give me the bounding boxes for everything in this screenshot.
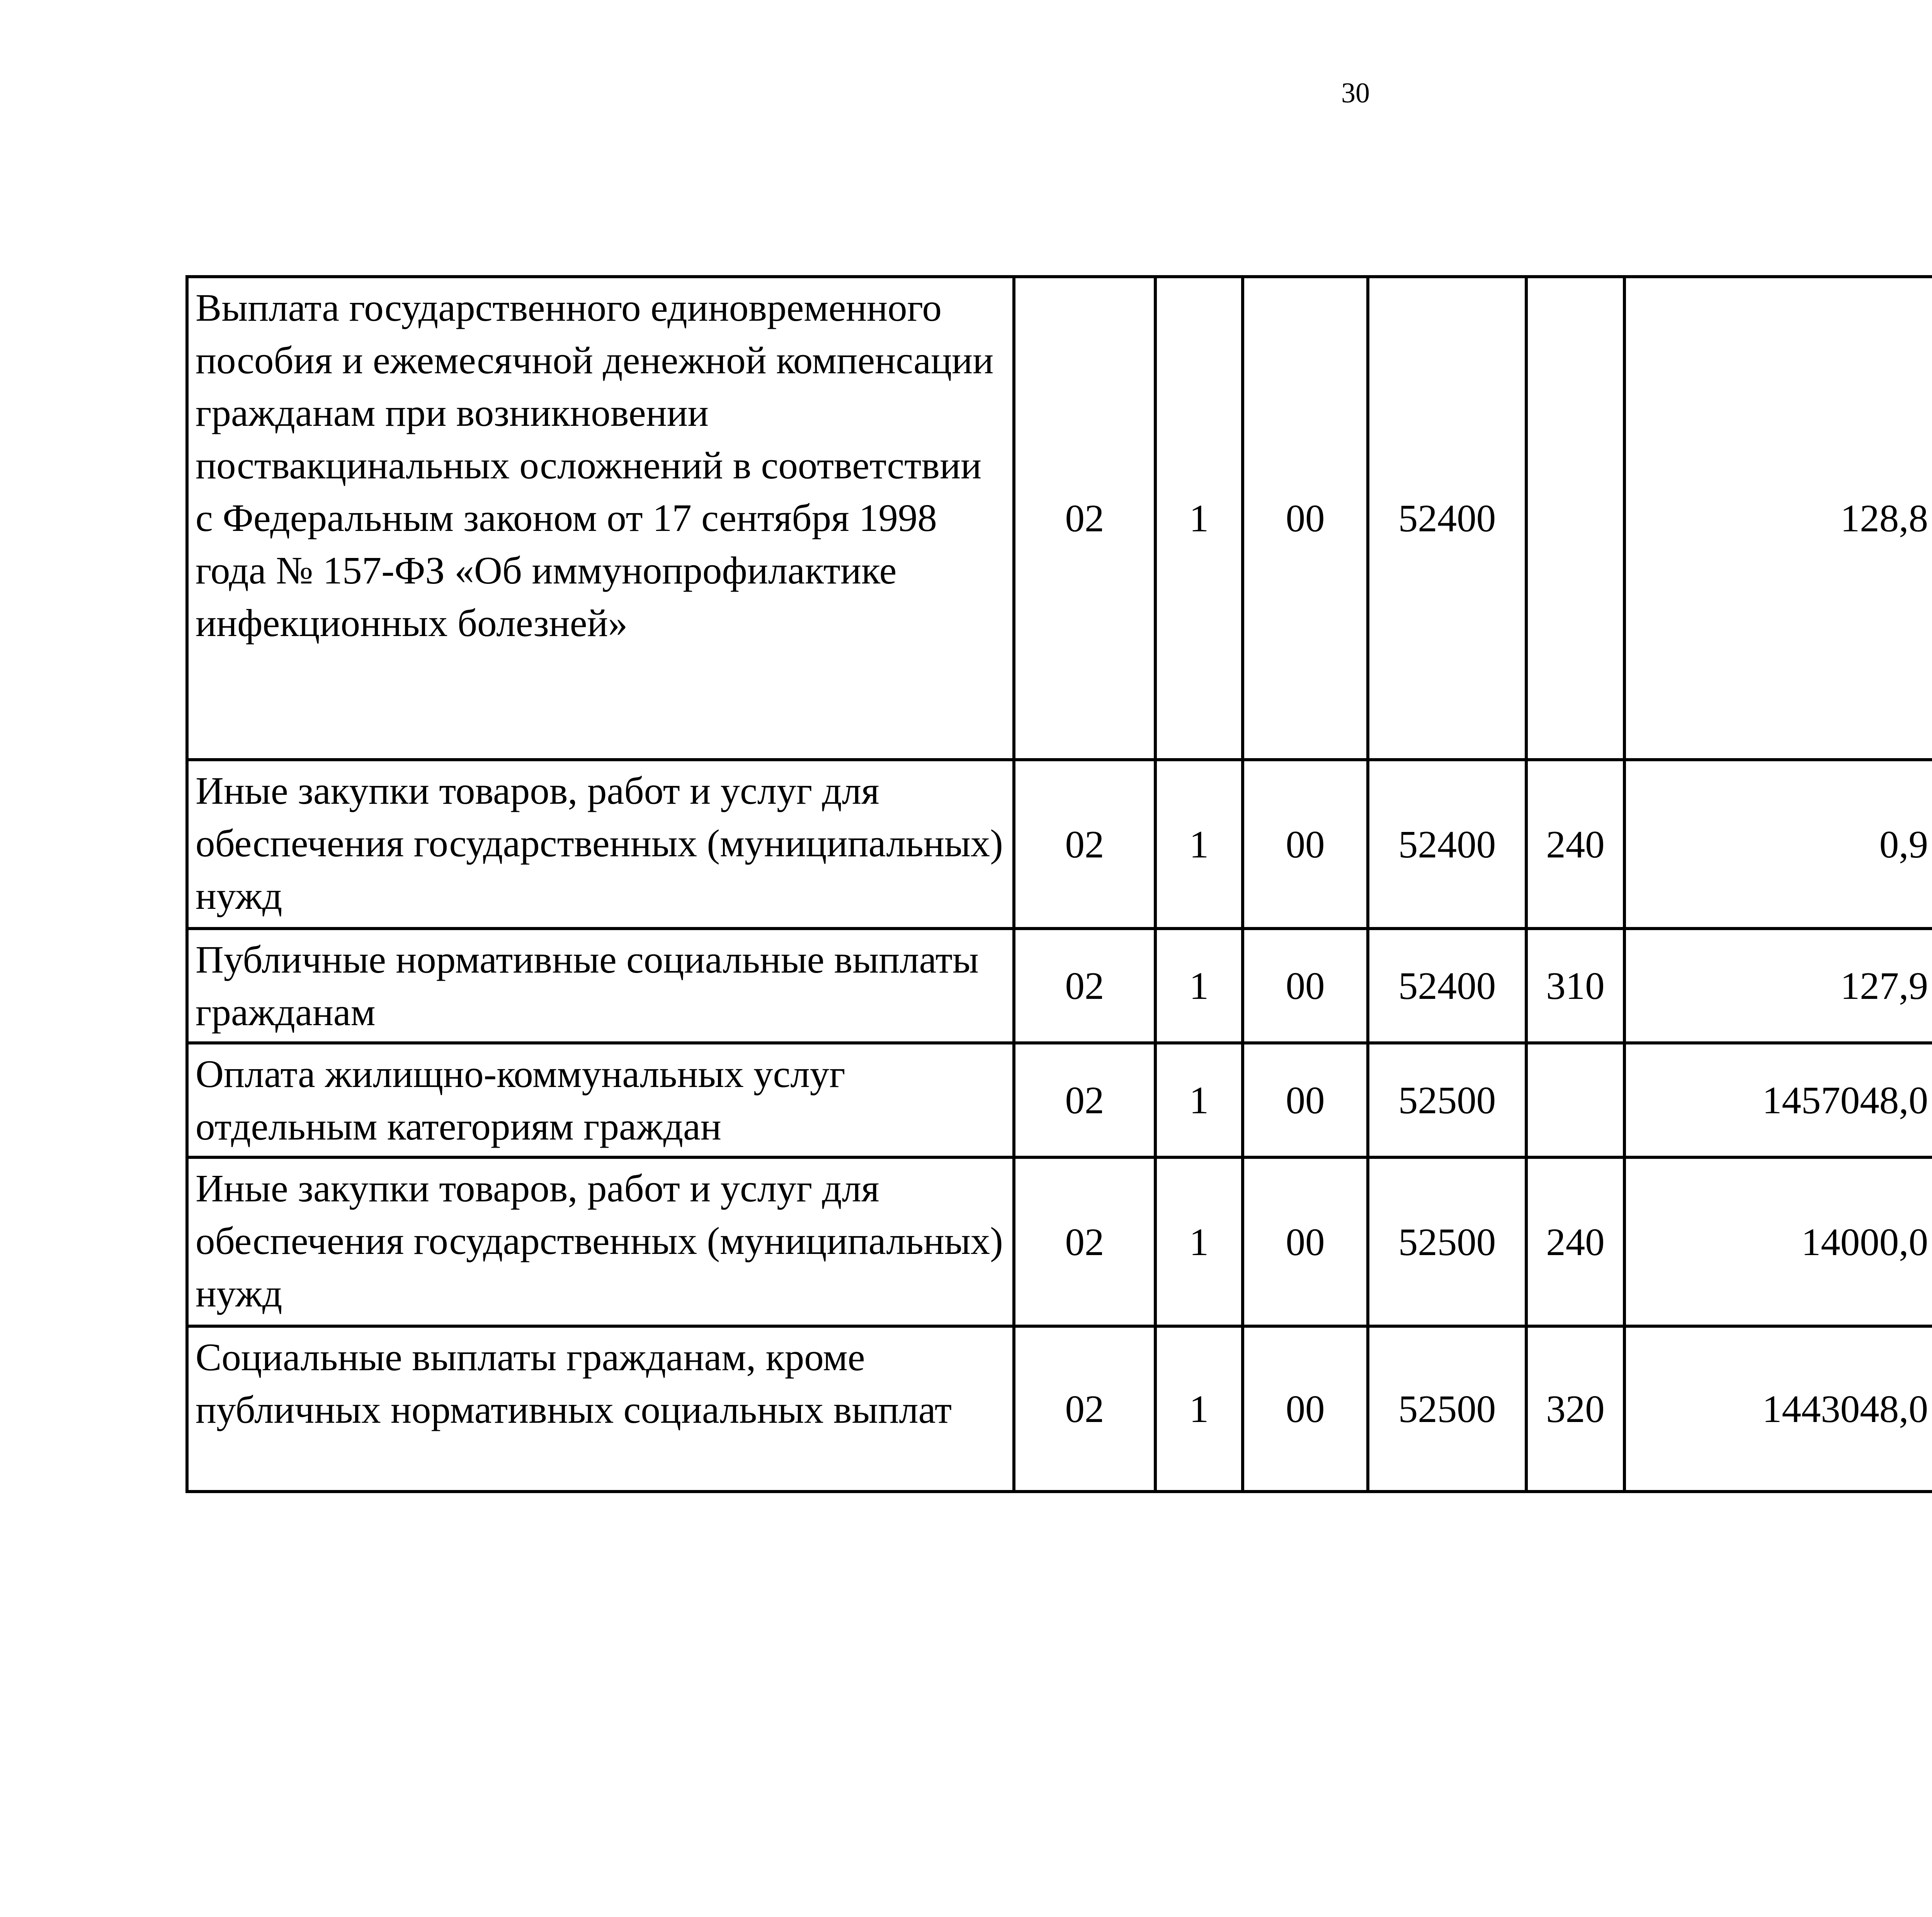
program-code: 1 [1155, 760, 1243, 929]
direction-code: 52400 [1368, 277, 1526, 760]
table-row [187, 760, 1932, 929]
direction-code: 52500 [1368, 1157, 1526, 1326]
expense-type-code: 240 [1526, 760, 1624, 929]
sum-year-1: 127,9 [1624, 929, 1932, 1043]
section-code: 02 [1014, 1326, 1155, 1492]
program-code: 1 [1155, 929, 1243, 1043]
section-code: 02 [1014, 760, 1155, 929]
row-name: Социальные выплаты гражданам, кроме публичных нормативных социальных выплат [187, 1326, 1014, 1492]
direction-code: 52400 [1368, 760, 1526, 929]
row-name: Публичные нормативные социальные выплаты гражданам [187, 929, 1014, 1043]
table-row [187, 1043, 1932, 1157]
subprogram-code: 00 [1243, 929, 1368, 1043]
direction-code: 52500 [1368, 1043, 1526, 1157]
subprogram-code: 00 [1243, 277, 1368, 760]
subprogram-code: 00 [1243, 1157, 1368, 1326]
page-number: 30 [1341, 77, 1370, 109]
row-name: Оплата жилищно-коммунальных услуг отдельным категориям граждан [187, 1043, 1014, 1157]
sum-year-1: 0,9 [1624, 760, 1932, 929]
direction-code: 52400 [1368, 929, 1526, 1043]
section-code: 02 [1014, 1043, 1155, 1157]
subprogram-code: 00 [1243, 1326, 1368, 1492]
program-code: 1 [1155, 1326, 1243, 1492]
table-row [187, 929, 1932, 1043]
expense-type-code [1526, 277, 1624, 760]
program-code: 1 [1155, 277, 1243, 760]
section-code: 02 [1014, 1157, 1155, 1326]
section-code: 02 [1014, 277, 1155, 760]
sum-year-1: 1443048,0 [1624, 1326, 1932, 1492]
table-row [187, 277, 1932, 760]
subprogram-code: 00 [1243, 1043, 1368, 1157]
row-name: Выплата государственного единовременного пособия и ежемесячной денежной компенсации гражданам при возникновении поствакцинальных осложнений в соответствии с Федеральным законом от 17 сентября 1998 года № 157-ФЗ «Об иммунопрофилактике инфекционных болезней» [187, 277, 1014, 760]
sum-year-1: 1457048,0 [1624, 1043, 1932, 1157]
program-code: 1 [1155, 1157, 1243, 1326]
table-row [187, 1157, 1932, 1326]
subprogram-code: 00 [1243, 760, 1368, 929]
row-name: Иные закупки товаров, работ и услуг для обеспечения государственных (муниципальных) нужд [187, 760, 1014, 929]
expense-type-code: 310 [1526, 929, 1624, 1043]
program-code: 1 [1155, 1043, 1243, 1157]
expense-type-code: 240 [1526, 1157, 1624, 1326]
sum-year-1: 128,8 [1624, 277, 1932, 760]
expense-type-code: 320 [1526, 1326, 1624, 1492]
row-name: Иные закупки товаров, работ и услуг для обеспечения государственных (муниципальных) нужд [187, 1157, 1014, 1326]
budget-table [185, 275, 1932, 1493]
expense-type-code [1526, 1043, 1624, 1157]
direction-code: 52500 [1368, 1326, 1526, 1492]
section-code: 02 [1014, 929, 1155, 1043]
sum-year-1: 14000,0 [1624, 1157, 1932, 1326]
table-row [187, 1326, 1932, 1492]
